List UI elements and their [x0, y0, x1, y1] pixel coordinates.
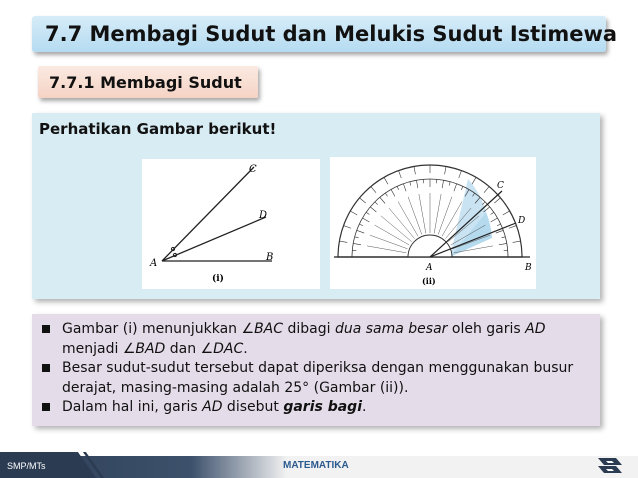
bullet-3-text: . [362, 399, 367, 415]
protractor-tick [355, 237, 359, 238]
protractor-tick [416, 180, 417, 188]
label-a-2: A [426, 263, 433, 273]
figure-box [32, 113, 600, 299]
bullet-3 [40, 398, 590, 418]
protractor-guide-line [367, 246, 406, 253]
bullet-1-text: dan [165, 340, 201, 357]
slide-title: 7.7 Membagi Sudut dan Melukis Sudut Istimewa [45, 22, 618, 46]
angle-diagram [142, 159, 320, 289]
protractor-guide-line [370, 235, 408, 249]
protractor-outer-tick [445, 166, 446, 174]
ray-ad [162, 217, 266, 261]
protractor-outer-tick [494, 198, 500, 203]
protractor-tick [501, 237, 505, 238]
protractor-outer-tick [399, 171, 402, 179]
protractor-tick [454, 184, 457, 192]
protractor-outer-tick [484, 187, 489, 193]
label-d-2: D [518, 216, 526, 226]
bullet-1-text: Gambar (i) menunjukkan [62, 321, 242, 337]
caption-i: (i) [212, 274, 224, 284]
protractor-outer-tick [384, 177, 388, 184]
protractor-tick [357, 230, 365, 233]
bullet-1-text: oleh garis [447, 321, 526, 337]
label-b-2: B [525, 263, 532, 273]
protractor-tick [362, 218, 369, 222]
figure-angle-bisector [142, 159, 320, 289]
protractor-tick [370, 207, 376, 212]
label-a: A [150, 258, 158, 269]
protractor-tick [359, 224, 363, 226]
protractor-guide-line [419, 194, 426, 233]
protractor-tick [353, 243, 361, 244]
footer-school-level: SMP/MTs [7, 461, 46, 471]
label-d: D [259, 210, 268, 221]
protractor-tick [449, 182, 450, 186]
protractor-guide-line [408, 197, 422, 235]
protractor-outer-tick [344, 226, 352, 229]
bullet-1 [40, 320, 590, 359]
protractor-guide-line [438, 197, 452, 235]
protractor-guide-line [434, 194, 441, 233]
label-c: C [249, 164, 257, 175]
explanation-box [32, 314, 600, 426]
section-subtitle-bar [38, 66, 258, 98]
bullet-marker [42, 325, 50, 333]
bullet-3-text: Dalam hal ini, garis [62, 399, 203, 415]
protractor-tick [391, 189, 395, 196]
section-subtitle: 7.7.1 Membagi Sudut [49, 72, 242, 92]
protractor-tick [491, 212, 494, 214]
label-b: B [266, 252, 274, 263]
footer-subject: MATEMATIKA [283, 460, 349, 471]
protractor-tick [397, 186, 399, 190]
term-garis-bagi: garis bagi [283, 399, 362, 415]
bullet-2 [40, 359, 590, 398]
bullet-marker [42, 403, 50, 411]
line-ad: AD [202, 399, 223, 415]
protractor-outer-tick [459, 171, 462, 179]
bullet-2-text: Besar sudut-sudut tersebut dapat diperiksa dengan menggunakan busur derajat, masing-masing adalah 25° (Gambar (ii)). [62, 360, 574, 396]
protractor-tick [442, 180, 443, 188]
protractor-tick [461, 186, 463, 190]
bullet-1-text: dibagi [283, 321, 335, 337]
angle-dac: ∠DAC [200, 340, 244, 357]
protractor-outer-tick [414, 166, 415, 174]
protractor-outer-tick [513, 241, 521, 242]
protractor-tick [410, 182, 411, 186]
bullet-1-text: . [243, 340, 248, 357]
protractor-outer-tick [350, 211, 357, 215]
figure-protractor [330, 157, 536, 289]
caption-ii: (ii) [422, 276, 436, 286]
publisher-logo-icon [596, 454, 624, 476]
figure-heading: Perhatikan Gambar berikut! [39, 120, 277, 138]
protractor-tick [497, 224, 501, 226]
angle-bac: ∠BAC [241, 321, 284, 337]
line-ad: AD [525, 321, 546, 337]
protractor-tick [366, 212, 369, 214]
protractor-tick [403, 184, 406, 192]
label-c-2: C [497, 181, 504, 191]
bullet-1-text: menjadi [62, 340, 123, 357]
protractor-outer-tick [339, 241, 347, 242]
angle-bad: ∠BAD [122, 340, 166, 357]
protractor-outer-tick [360, 198, 366, 203]
protractor-tick [491, 218, 498, 222]
protractor-outer-tick [472, 177, 476, 184]
bullet-3-text: disebut [222, 399, 284, 415]
protractor-diagram [330, 157, 536, 289]
protractor-outer-tick [503, 211, 510, 215]
ray-ac [162, 167, 254, 261]
bullet-marker [42, 364, 50, 372]
protractor-outer-tick [371, 187, 376, 193]
term-dua-sama-besar: dua sama besar [334, 321, 448, 337]
protractor-tick [375, 202, 378, 205]
protractor-tick [499, 243, 507, 244]
slide-title-bar [32, 16, 618, 52]
protractor-tick [385, 193, 387, 196]
protractor-tick [380, 197, 385, 203]
